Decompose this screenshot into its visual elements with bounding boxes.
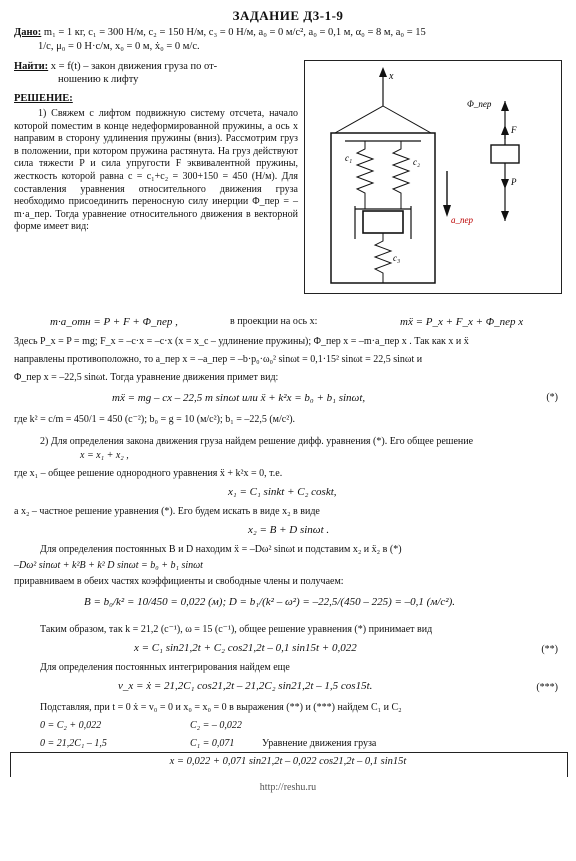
force-p-label: P — [511, 177, 517, 187]
system-line-2-left: 0 = 21,2C₁ – 1,5 — [40, 738, 107, 749]
equation-particular: x₂ = B + D sinωt . — [248, 524, 330, 536]
phi-label: Φ_пер — [467, 99, 492, 109]
text-general-form: Таким образом, так k = 21,2 (с⁻¹), ω = 15 (с⁻¹), общее решение уравнения (*) принимает вид — [40, 624, 433, 635]
equation-motion-number: (*) — [546, 392, 558, 403]
given-label: Дано: — [14, 27, 42, 38]
given-line-2: 1/с, μ₀ = 0 Н·с/м, x₀ = 0 м, ẋ₀ = 0 м/с. — [38, 41, 200, 52]
text-constants: Для определения постоянных B и D находим ẍ = –Dω² sinωt и подставим x₂ и ẍ₂ в (*) — [40, 544, 402, 555]
find-line-2: ношению к лифту — [58, 74, 139, 85]
text-acceleration: направлены противоположно, то a_пер x = –a_пер = –b·p₀·ω₀² sinωt = 0,1·15² sinωt = 22,5 sinωt и — [14, 354, 423, 365]
equation-velocity: v_x = ẋ = 21,2C₁ cos21,2t – 21,2C₂ sin21,2t – 1,5 cos15t. — [118, 680, 373, 692]
c2-label: c₂ — [413, 157, 421, 167]
c1-label: c₁ — [345, 153, 353, 163]
equation-general: x = C₁ sin21,2t + C₂ cos21,2t – 0,1 sin15t + 0,022 — [134, 642, 357, 654]
equation-general-number: (**) — [541, 644, 558, 655]
equation-motion: mẍ = mg – cx – 22,5 m sinωt или ẍ + k²x = b₀ + b₁ sinωt, — [112, 392, 366, 404]
equation-projection-note: в проекции на ось x: — [230, 316, 318, 327]
system-line-1-right: C₂ = – 0,022 — [190, 720, 242, 731]
find-label: Найти: — [14, 61, 49, 72]
force-f-label: F — [511, 125, 517, 135]
find-line-1 — [14, 60, 217, 73]
text-integration: Для определения постоянных интегрирования найдем еще — [40, 662, 290, 673]
mechanism-figure — [304, 60, 562, 294]
text-substitution: –Dω² sinωt + k²B + k² D sinωt = b₀ + b₁ sinωt — [14, 560, 203, 571]
equation-velocity-number: (***) — [536, 682, 558, 693]
text-step-2: 2) Для определения закона движения груза найдем решение дифф. уравнения (*). Его общее решение — [40, 436, 474, 447]
text-equate: приравниваем в обеих частях коэффициенты и свободные члены и получаем: — [14, 576, 344, 587]
equation-b-d: B = b₀/k² = 10/450 = 0,022 (м); D = b₁/(k² – ω²) = –22,5/(450 – 225) = –0,1 (м/с²). — [84, 596, 455, 608]
given-text-1: m₁ = 1 кг, c₁ = 300 Н/м, c₂ = 150 Н/м, c₃ = 0 Н/м, a₀ = 0 м/с², a₀ = 0,1 м, α₀ = 8 м, a₀ = 15 — [43, 27, 426, 38]
text-forces: Здесь P_x = P = mg; F_x = –c·x = –c·x (x = x_c – удлинение пружины); Φ_пер x = –m·a_пер x . Так как x и ẍ — [14, 336, 469, 347]
text-homogeneous: где x₁ – общее решение однородного уравнения ẍ + k²x = 0, т.е. — [14, 468, 283, 479]
a-per-label: a_пер — [451, 215, 473, 225]
system-line-1-left: 0 = C₂ + 0,022 — [40, 720, 102, 731]
equation-vector: m·a_отн = P + F + Φ_пер , — [50, 316, 178, 328]
solution-label: РЕШЕНИЕ: — [14, 93, 73, 104]
mechanism-diagram — [305, 61, 561, 293]
system-line-2-right: C₁ = 0,071 — [190, 738, 235, 749]
solution-paragraph-1: 1) Свяжем с лифтом подвижную систему отсчета, начало которой поместим в конце недеформированной пружины, а ось x направим в сторону удлинения пружины (вниз). Рассмотрим груз в положении, при котором пружина растянута. На груз действуют сила тяжести P и сила упругости F эквивалентной пружины, жесткость которой равна c = c₁+c₂ = 300+150 = 450 (Н/м). Для составления уравнения относительного движения груза необходимо присоединить переносную силу инерции Φ_пер = –m·a_пер. Тогда уравнение относительного движения в векторной форме имеет вид: — [14, 108, 298, 233]
system-note: Уравнение движения груза — [262, 738, 377, 749]
text-initial-conditions: Подставляя, при t = 0 ẋ = v₀ = 0 и x₀ = x₀ = 0 в выражения (**) и (***) найдем C₁ и C₂ — [40, 702, 402, 713]
page-title: ЗАДАНИЕ Д3-1-9 — [232, 8, 344, 23]
c3-label: c₃ — [393, 253, 401, 263]
equation-homogeneous: x₁ = C₁ sinkt + C₂ coskt, — [228, 486, 337, 498]
text-coefficients: где k² = c/m = 450/1 = 450 (с⁻²); b₀ = g = 10 (м/с²); b₁ = –22,5 (м/с²). — [14, 414, 296, 425]
x-axis-label: x — [389, 71, 394, 82]
text-general-solution: x = x₁ + x₂ , — [80, 450, 129, 461]
text-particular: а x₂ – частное решение уравнения (*). Его будем искать в виде x₂ в виде — [14, 506, 320, 517]
text-inertia: Φ_пер x = –22,5 sinωt. Тогда уравнение движения примет вид: — [14, 372, 279, 383]
footer-url[interactable]: http://reshu.ru — [259, 782, 317, 793]
find-text-1: x = f(t) – закон движения груза по от- — [50, 61, 218, 72]
equation-projection: mẍ = P_x + F_x + Φ_пер x — [400, 316, 524, 328]
given-line-1 — [14, 26, 426, 39]
answer-equation: x = 0,022 + 0,071 sin21,2t – 0,022 cos21,2t – 0,1 sin15t — [169, 756, 407, 767]
